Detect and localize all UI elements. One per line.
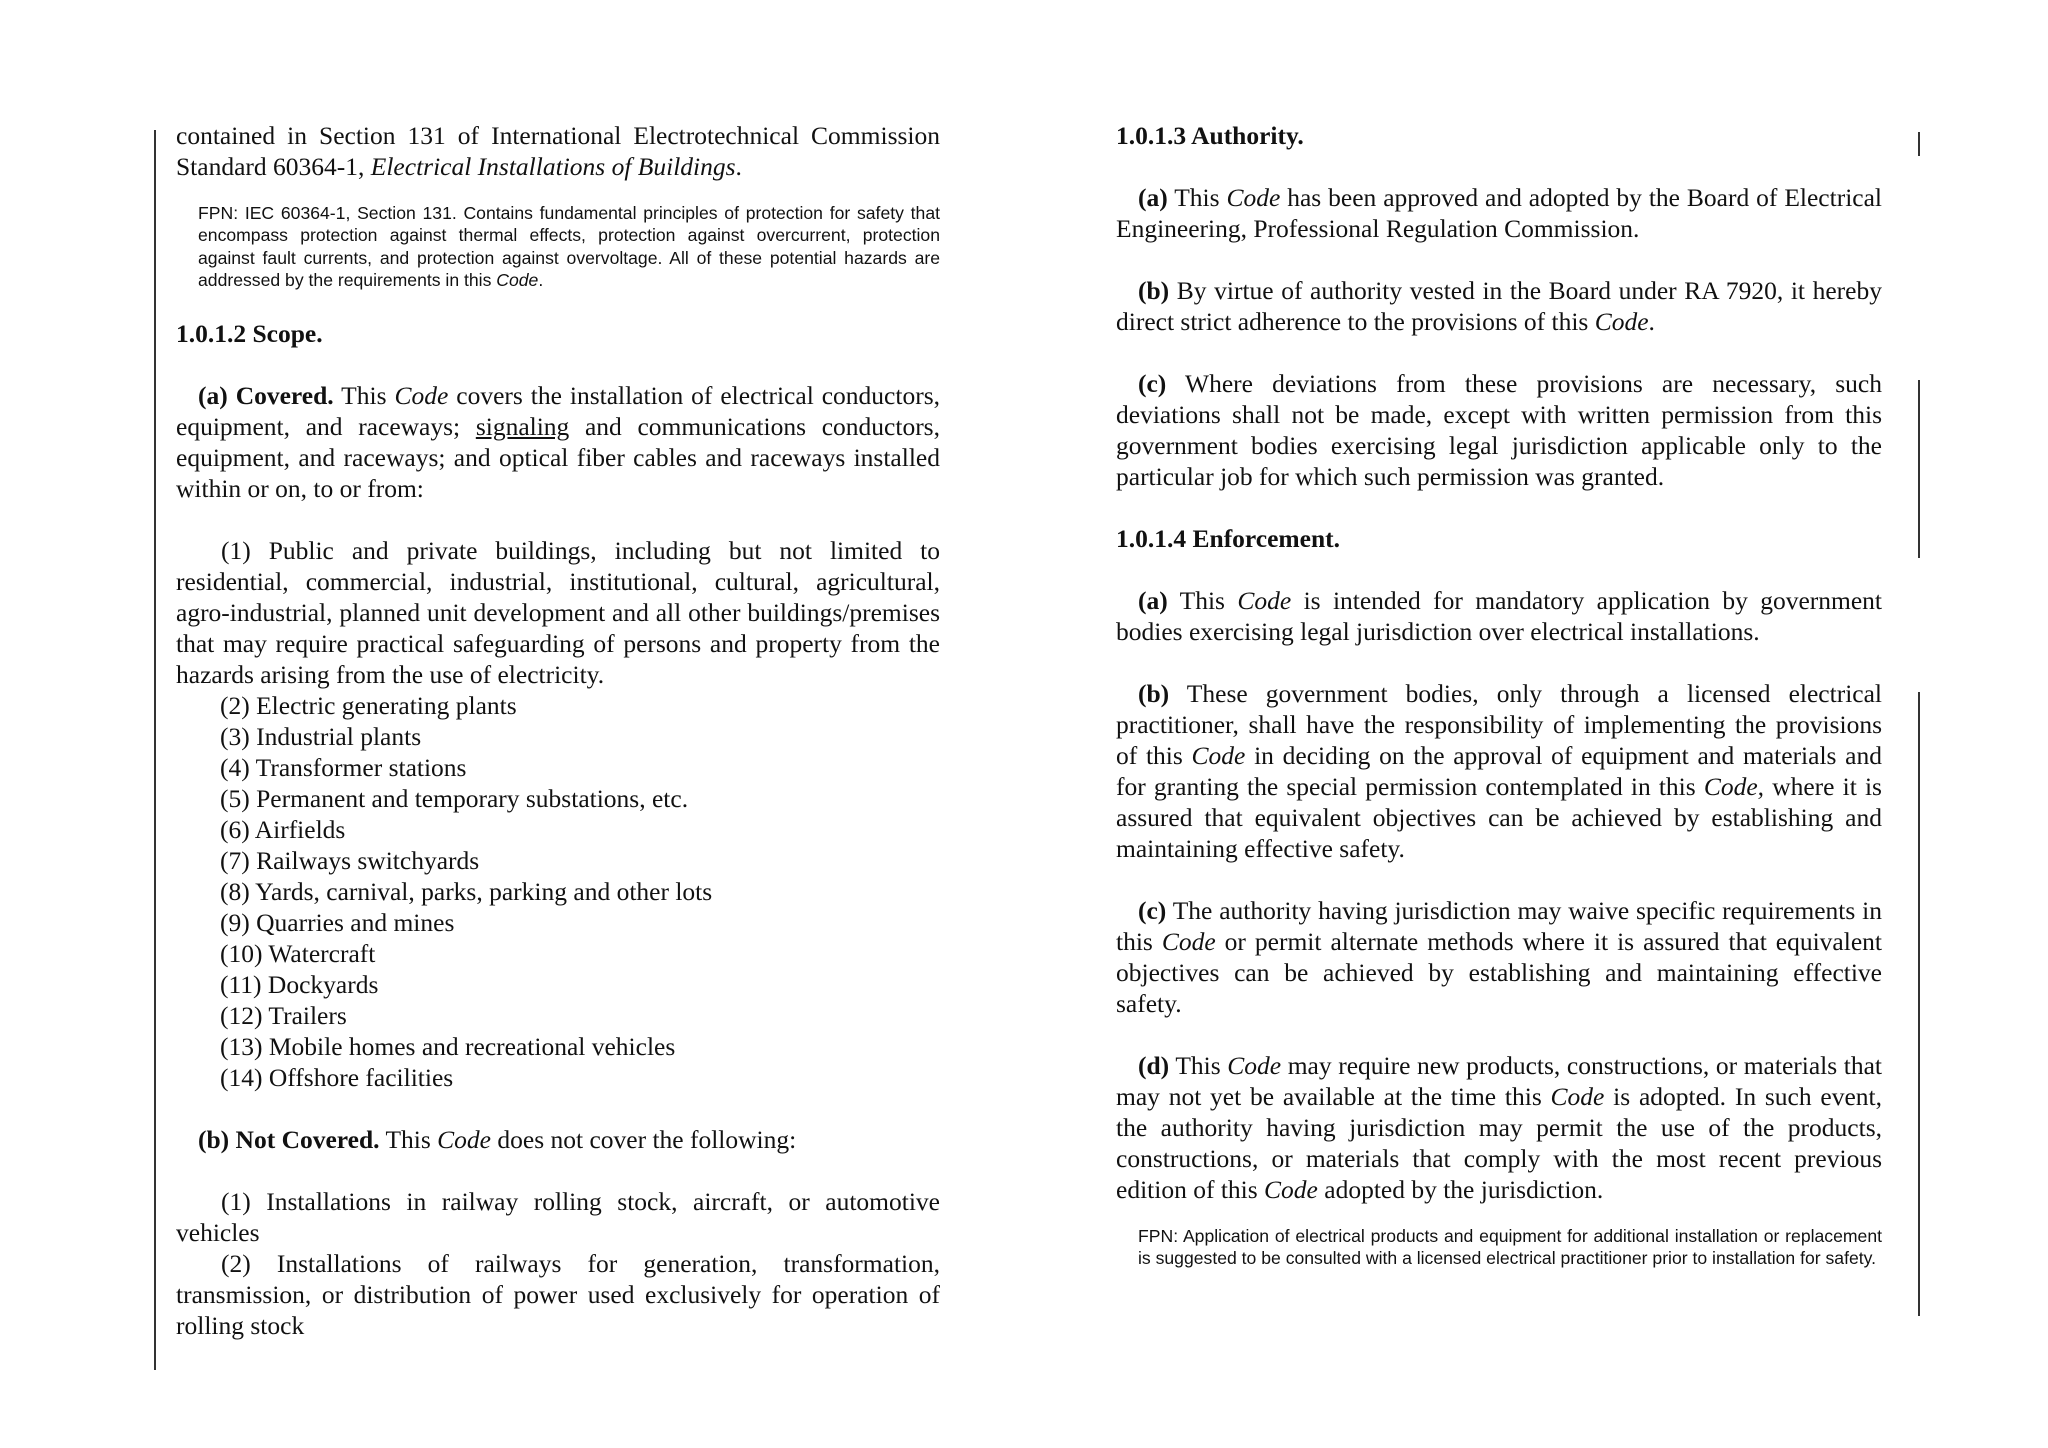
list-item: (3) Industrial plants bbox=[220, 721, 422, 751]
list-item: (7) Railways switchyards bbox=[220, 845, 480, 875]
fpn-note: FPN: IEC 60364-1, Section 131. Contains fundamental principles of protection for safety that encompass protection against thermal effects, protection against overcurrent, protection against fault currents, and protection against overvoltage. All of these potential hazards are addressed by the requirements in this Code. bbox=[198, 203, 940, 291]
list-item: (12) Trailers bbox=[220, 1000, 347, 1030]
covered-list bbox=[176, 690, 940, 1093]
change-bar-right-top bbox=[1918, 132, 1920, 156]
list-item: (13) Mobile homes and recreational vehicles bbox=[220, 1031, 676, 1061]
intro-paragraph: contained in Section 131 of International Electrotechnical Commission Standard 60364-1, Electrical Installations of Buildings. bbox=[176, 121, 940, 181]
list-item: (14) Offshore facilities bbox=[220, 1062, 454, 1092]
change-bar-left bbox=[154, 130, 156, 1370]
fpn-note-2: FPN: Application of electrical products and equipment for additional installation or replacement is suggested to be consulted with a licensed electrical practitioner prior to installation for safety. bbox=[1138, 1226, 1882, 1269]
left-column bbox=[176, 120, 940, 1341]
change-bar-right-enforcement bbox=[1918, 692, 1920, 1316]
enforcement-b: (b) These government bodies, only through a licensed electrical practitioner, shall have the responsibility of implementing the provisions of this Code in deciding on the approval of equipment and materials and for granting the special permission contemplated in this Code, where it is assured that equivalent objectives can be achieved by establishing and maintaining effective safety. bbox=[1116, 679, 1883, 863]
list-item: (4) Transformer stations bbox=[220, 752, 467, 782]
not-covered-item-2: (2) Installations of railways for generation, transformation, transmission, or distribution of power used exclusively for operation of rolling stock bbox=[176, 1248, 940, 1340]
not-covered-paragraph: (b) Not Covered. This Code does not cover the following: bbox=[198, 1124, 797, 1154]
list-item: (6) Airfields bbox=[220, 814, 346, 844]
list-item: (11) Dockyards bbox=[220, 969, 379, 999]
right-column bbox=[1116, 120, 1882, 1270]
list-item: (2) Electric generating plants bbox=[220, 690, 517, 720]
enforcement-d: (d) This Code may require new products, constructions, or materials that may not yet be available at the time this Code is adopted. In such event, the authority having jurisdiction may permit the use of the products, constructions, or materials that comply with the most recent previous edition of this Code adopted by the jurisdiction. bbox=[1116, 1051, 1883, 1204]
authority-heading: 1.0.1.3 Authority. bbox=[1116, 121, 1304, 150]
authority-c: (c) Where deviations from these provisions are necessary, such deviations shall not be made, except with written permission from this government bodies exercising legal jurisdiction applicable only to the particular job for which such permission was granted. bbox=[1116, 369, 1882, 491]
scope-heading: 1.0.1.2 Scope. bbox=[176, 318, 323, 348]
covered-paragraph: (a) Covered. This Code covers the installation of electrical conductors, equipment, and raceways; signaling and communications conductors, equipment, and raceways; and optical fiber cables and raceways installed within or on, to or from: bbox=[176, 380, 941, 503]
covered-item-1: (1) Public and private buildings, including but not limited to residential, commercial, industrial, institutional, cultural, agricultural, agro-industrial, planned unit development and all other buildings/premises that may require practical safeguarding of persons and property from the hazards arising from the use of electricity. bbox=[176, 535, 940, 689]
list-item: (10) Watercraft bbox=[220, 938, 376, 968]
list-item: (9) Quarries and mines bbox=[220, 907, 455, 937]
authority-b: (b) By virtue of authority vested in the Board under RA 7920, it hereby direct strict adherence to the provisions of this Code. bbox=[1116, 276, 1882, 336]
list-item: (5) Permanent and temporary substations, etc. bbox=[220, 783, 689, 813]
not-covered-item-1: (1) Installations in railway rolling stock, aircraft, or automotive vehicles bbox=[176, 1186, 940, 1247]
list-item: (8) Yards, carnival, parks, parking and other lots bbox=[220, 876, 713, 906]
enforcement-c: (c) The authority having jurisdiction may waive specific requirements in this Code or permit alternate methods where it is assured that equivalent objectives can be achieved by establishing and maintaining effective safety. bbox=[1116, 896, 1882, 1018]
authority-a: (a) This Code has been approved and adopted by the Board of Electrical Engineering, Professional Regulation Commission. bbox=[1116, 183, 1883, 243]
change-bar-right-c bbox=[1918, 380, 1920, 558]
enforcement-heading: 1.0.1.4 Enforcement. bbox=[1116, 524, 1341, 553]
enforcement-a: (a) This Code is intended for mandatory application by government bodies exercising legal jurisdiction over electrical installations. bbox=[1116, 586, 1882, 646]
